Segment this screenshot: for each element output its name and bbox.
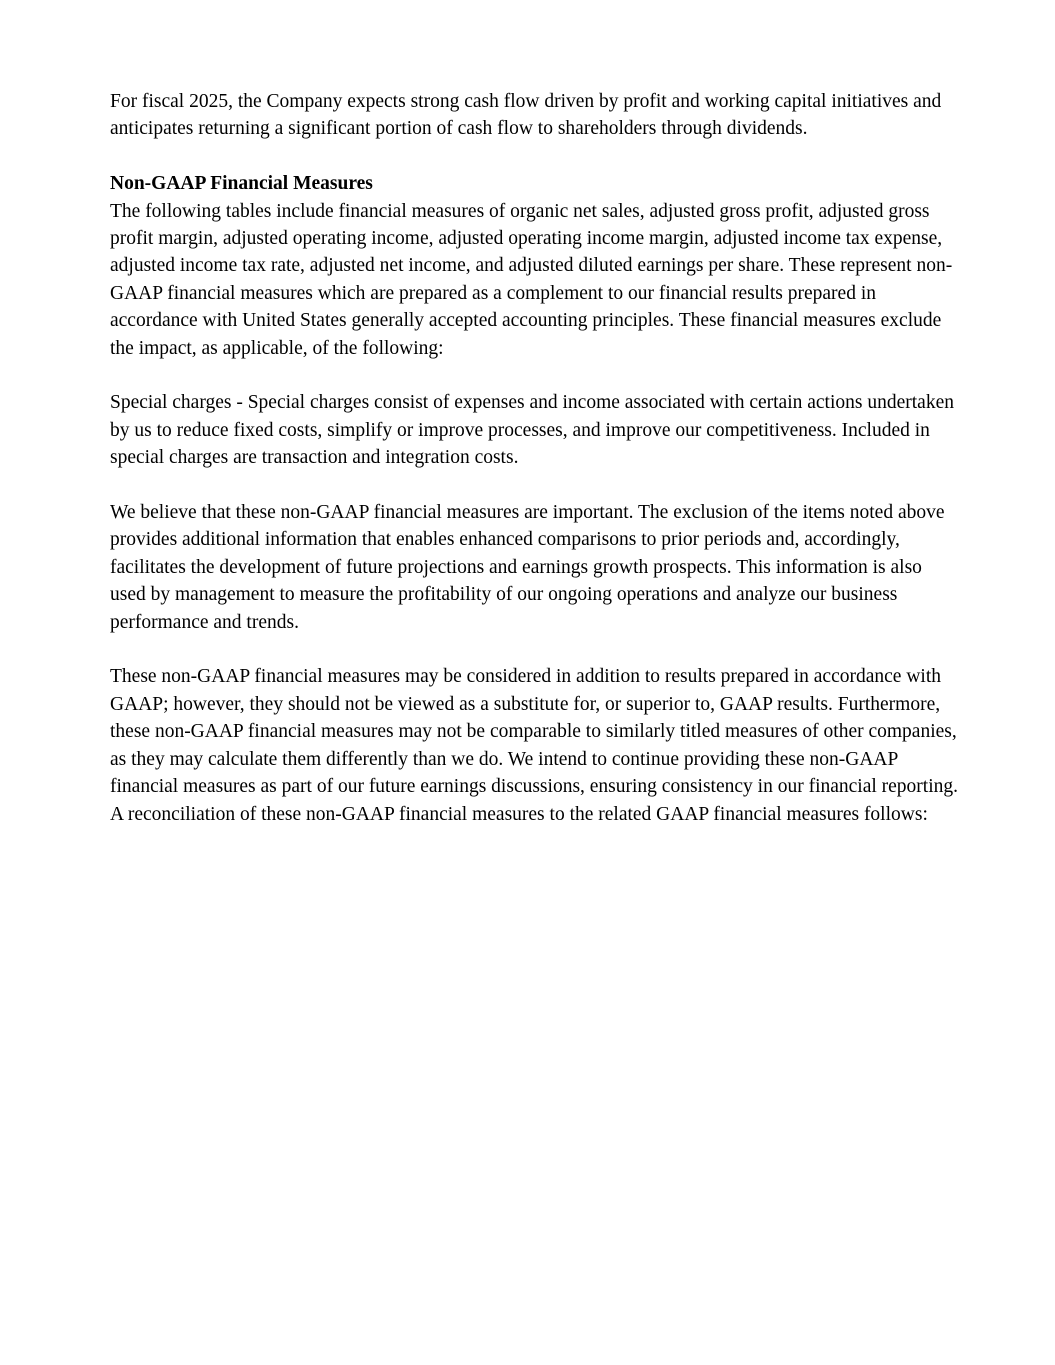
- section-heading: Non-GAAP Financial Measures: [110, 173, 373, 195]
- intro-paragraph: The following tables include financial measures of organic net sales, adjusted gross profit, adjusted gross profit margin, adjusted operating income, adjusted operating income margin, adjusted income tax expense, adjusted income tax rate, adjusted net income, and adjusted diluted earnings per share. These represent non-GAAP financial measures which are prepared as a complement to our financial results prepared in accordance with United States generally accepted accounting principles. These financial measures exclude the impact, as applicable, of the following:: [110, 200, 953, 359]
- special-charges-paragraph: Special charges - Special charges consist of expenses and income associated with certain actions undertaken by us to reduce fixed costs, simplify or improve processes, and improve our competitiveness. Included in special charges are transaction and integration costs.: [110, 392, 954, 469]
- reconciliation-paragraph: These non-GAAP financial measures may be considered in addition to results prepared in accordance with GAAP; however, they should not be viewed as a substitute for, or superior to, GAAP results. Furthermore, these non-GAAP financial measures may not be comparable to similarly titled measures of other companies, as they may calculate them differently than we do. We intend to continue providing these non-GAAP financial measures as part of our future earnings discussions, ensuring consistency in our financial reporting. A reconciliation of these non-GAAP financial measures to the related GAAP financial measures follows:: [110, 666, 959, 825]
- document-page: [110, 88, 960, 855]
- importance-paragraph: We believe that these non-GAAP financial measures are important. The exclusion of the items noted above provides additional information that enables enhanced comparisons to prior periods and, accordingly, facilitates the development of future projections and earnings growth prospects. This information is also used by management to measure the profitability of our ongoing operations and analyze our business performance and trends.: [110, 502, 945, 633]
- outlook-paragraph: For fiscal 2025, the Company expects strong cash flow driven by profit and working capital initiatives and anticipates returning a significant portion of cash flow to shareholders through dividends.: [110, 91, 942, 140]
